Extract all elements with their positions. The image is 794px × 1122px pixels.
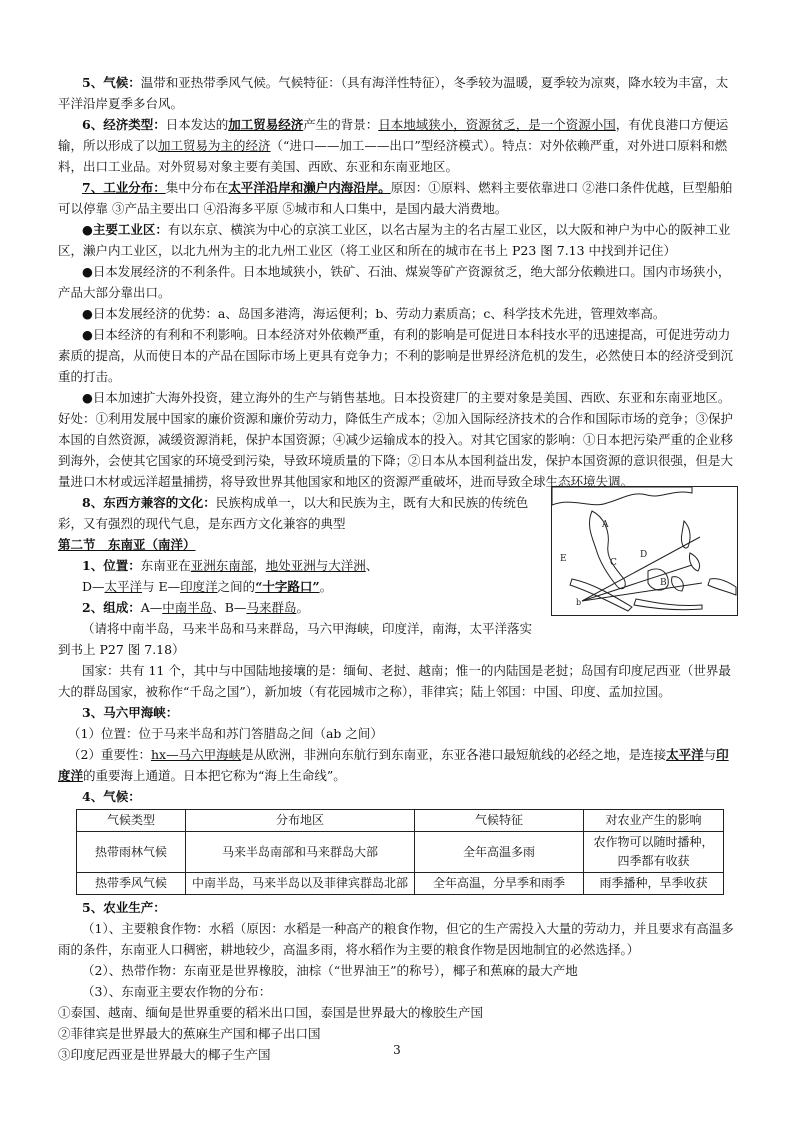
countries-paragraph: 国家：共有 11 个，其中与中国陆地接壤的是：缅甸、老挝、越南；惟一的内陆国是老挝；岛国有印度尼西亚（世界最大的群岛国家，被称作“千岛之国”），新加坡（有花园城市之称），菲律宾；陆上邻国：中国、印度、孟加拉国。 [58,663,731,699]
agriculture-item-3: ③印度尼西亚是世界最大的椰子生产国 [58,1047,271,1062]
unfavorable-conditions-bullet: ●日本发展经济的不利条件。日本地域狭小，铁矿、石油、煤炭等矿产资源贫乏，绝大部分依赖进口。国内市场狭小，产品大部分靠出口。 [58,264,731,300]
agriculture-heading: 5、农业生产： [82,900,166,915]
location-paragraph: 1、位置：东南亚在亚洲东南部，地处亚洲与大洋洲、 [82,558,379,573]
map-label-c: C [610,558,617,568]
table-header-row: 气候类型 分布地区 气候特征 对农业产生的影响 [77,810,724,832]
industry-paragraph: 7、工业分布：集中分布在太平洋沿岸和濑户内海沿岸。原因：①原料、燃料主要依靠进口 ②港口条件优越，巨型船舶可以停靠 ③产品主要出口 ④沿海多平原 ⑤城市和人口集中，是国内最大消费地。 [58,180,733,216]
agriculture-item-2: ②菲律宾是世界最大的蕉麻生产国和椰子出口国 [58,1026,321,1041]
document-body [58,72,738,1065]
impacts-bullet: ●日本经济的有利和不利影响。日本经济对外依赖严重，有利的影响是可促进日本科技水平的迅速提高，可促进劳动力素质的提高，从而使日本的产品在国际市场上更具有竞争力；不利的影响是世界经济危机的发生，必然使日本的经济受到沉重的打击。 [58,327,734,384]
agriculture-distribution: （3）、东南亚主要农作物的分布： [82,984,272,999]
heading-climate: 5、气候： [82,75,141,90]
strait-importance: （2）重要性：hx—马六甲海峡是从欧洲，非洲向东航行到东南亚，东亚各港口最短航线的必经之地，是连接太平洋与印度洋的重要海上通道。日本把它称为“海上生命线”。 [58,747,729,783]
southeast-asia-map [551,486,738,616]
industrial-zones-bullet: ●主要工业区：有以东京、横滨为中心的京滨工业区，以名古屋为主的名古屋工业区，以大阪和神户为中心的阪神工业区，濑户内工业区，以北九州为主的北九州工业区（将工业区和所在的城市在书上 P23 图 7.13 中找到并记住） [58,222,731,258]
section-2-title: 第二节 东南亚（南洋） [58,537,196,552]
advantages-bullet: ●日本发展经济的优势：a、岛国多港湾，海运便利；b、劳动力素质高；c、科学技术先进，管理效率高。 [82,306,666,321]
map-label-a: A [602,520,609,530]
climate-table [76,809,724,895]
heading-composition: 2、组成： [82,600,141,615]
location-paragraph-line2: D—太平洋与 E—印度洋之间的“十字路口”。 [82,579,333,594]
agriculture-food-crops: （1）、主要粮食作物：水稻（原因：水稻是一种高产的粮食作物，但它的生产需投入大量的劳动力，并且要求有高温多雨的条件，东南亚人口稠密，耕地较少，高温多雨，将水稻作为主要的粮食作物是因地制宜的必然选择。） [58,921,734,957]
heading-industry: 7、工业分布： [82,180,166,195]
climate-table-heading: 4、气候： [82,789,141,804]
climate-paragraph: 5、气候：温带和亚热带季风气候。气候特征：（具有海洋性特征），冬季较为温暖，夏季较为凉爽，降水较为丰富，太平洋沿岸夏季多台风。 [58,75,729,111]
strait-location: （1）位置：位于马来半岛和苏门答腊岛之间（ab 之间） [68,726,383,741]
map-label-b-small: b [576,598,582,607]
strait-heading: 3、马六甲海峡： [82,705,179,720]
economy-paragraph: 6、经济类型：日本发达的加工贸易经济产生的背景：日本地域狭小，资源贫乏，是一个资源小国，有优良港口方便运输，所以形成了以加工贸易为主的经济（“进口——加工——出口”型经济模式）。特点：对外依赖严重，对外进口原料和燃料，出口工业品。对外贸易对象主要有美国、西欧、东亚和东南亚地区。 [58,117,729,174]
agriculture-item-1: ①泰国、越南、缅甸是世界重要的稻米出口国，泰国是世界最大的橡胶生产国 [58,1005,484,1020]
map-label-e: E [560,554,567,564]
composition-note: （请将中南半岛，马来半岛和马来群岛，马六甲海峡，印度洋，南海，太平洋落实到书上 P27 图 7.18） [58,621,533,657]
map-drawing [552,487,737,615]
heading-economy: 6、经济类型： [82,117,166,132]
table-row: 热带季风气候 中南半岛，马来半岛以及菲律宾群岛北部 全年高温，分旱季和雨季 雨季播种，旱季收获 [77,873,724,895]
page-number: 3 [393,1043,401,1057]
heading-culture: 8、东西方兼容的文化： [82,495,216,510]
agriculture-tropical-crops: （2）、热带作物：东南亚是世界橡胶，油棕（“世界油王”的称号），椰子和蕉麻的最大产地 [82,963,578,978]
map-label-b: B [660,578,667,588]
heading-location: 1、位置： [82,558,141,573]
overseas-investment-bullet: ●日本加速扩大海外投资，建立海外的生产与销售基地。日本投资建厂的主要对象是美国、西欧、东亚和东南亚地区。好处：①利用发展中国家的廉价资源和廉价劳动力，降低生产成本；②加入国际经济技术的合作和国际市场的竞争；③保护本国的自然资源，减缓资源消耗，保护本国资源；④减少运输成本的投入。对其它国家的影响：①日本把污染严重的企业移到海外，会使其它国家的环境受到污染，导致环境质量的下降；②日本从本国利益出发，保护本国资源的意识很强，但是大量进口木材或远洋超量捕捞，将导致世界其他国家和地区的资源严重破坏，进而导致全球生态环境失调。 [58,390,734,489]
table-row: 热带雨林气候 马来半岛南部和马来群岛大部 全年高温多雨 农作物可以随时播种，四季都有收获 [77,832,724,873]
map-label-d: D [640,550,648,560]
culture-paragraph: 8、东西方兼容的文化：民族构成单一，以大和民族为主，既有大和民族的传统色彩，又有强烈的现代气息，是东西方文化兼容的典型 [58,495,529,531]
composition-paragraph: 2、组成：A—中南半岛、B—马来群岛。 [82,600,309,615]
